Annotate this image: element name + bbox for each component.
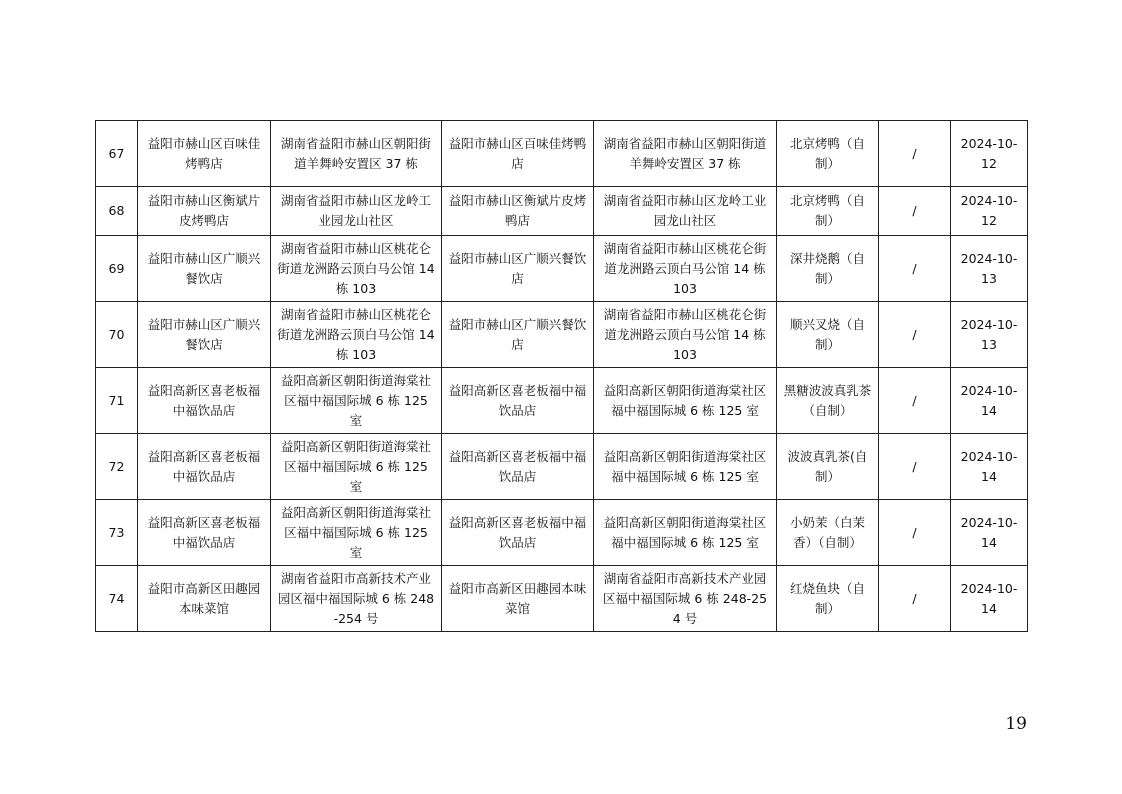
producer-address: 湖南省益阳市赫山区桃花仑街道龙洲路云顶白马公馆 14 栋 103 [594,302,777,368]
producer-name: 益阳市赫山区广顺兴餐饮店 [442,236,594,302]
producer-address: 益阳高新区朝阳街道海棠社区福中福国际城 6 栋 125 室 [594,368,777,434]
producer-address: 益阳高新区朝阳街道海棠社区福中福国际城 6 栋 125 室 [594,500,777,566]
food-name: 深井烧鹅（自制） [777,236,879,302]
producer-address: 湖南省益阳市高新技术产业园区福中福国际城 6 栋 248-254 号 [594,566,777,632]
row-number: 71 [96,368,138,434]
food-name: 红烧鱼块（自制） [777,566,879,632]
table-row [96,121,1028,187]
specification: / [879,566,951,632]
producer-name: 益阳市赫山区衡斌片皮烤鸭店 [442,187,594,236]
food-name: 波波真乳茶(自制） [777,434,879,500]
production-date: 2024-10-12 [951,187,1028,236]
producer-name: 益阳市高新区田趣园本味菜馆 [442,566,594,632]
producer-name: 益阳市赫山区广顺兴餐饮店 [442,302,594,368]
table-row [96,368,1028,434]
producer-address: 益阳高新区朝阳街道海棠社区福中福国际城 6 栋 125 室 [594,434,777,500]
operator-address: 益阳高新区朝阳街道海棠社区福中福国际城 6 栋 125 室 [271,434,442,500]
operator-name: 益阳市赫山区广顺兴餐饮店 [138,236,271,302]
specification: / [879,121,951,187]
production-date: 2024-10-14 [951,434,1028,500]
table-row [96,302,1028,368]
row-number: 69 [96,236,138,302]
food-name: 顺兴叉烧（自制） [777,302,879,368]
production-date: 2024-10-14 [951,500,1028,566]
table-row [96,566,1028,632]
page-number: 19 [1005,714,1027,734]
operator-name: 益阳高新区喜老板福中福饮品店 [138,434,271,500]
production-date: 2024-10-13 [951,302,1028,368]
table-row [96,187,1028,236]
production-date: 2024-10-14 [951,566,1028,632]
operator-name: 益阳市赫山区广顺兴餐饮店 [138,302,271,368]
operator-name: 益阳市赫山区衡斌片皮烤鸭店 [138,187,271,236]
specification: / [879,500,951,566]
table-row [96,500,1028,566]
operator-address: 益阳高新区朝阳街道海棠社区福中福国际城 6 栋 125 室 [271,500,442,566]
operator-address: 湖南省益阳市赫山区龙岭工业园龙山社区 [271,187,442,236]
specification: / [879,187,951,236]
specification: / [879,236,951,302]
operator-address: 湖南省益阳市赫山区桃花仑街道龙洲路云顶白马公馆 14 栋 103 [271,302,442,368]
food-name: 小奶茉（白茉香）（自制） [777,500,879,566]
specification: / [879,302,951,368]
food-name: 黑糖波波真乳茶（自制） [777,368,879,434]
operator-address: 益阳高新区朝阳街道海棠社区福中福国际城 6 栋 125 室 [271,368,442,434]
row-number: 68 [96,187,138,236]
producer-name: 益阳高新区喜老板福中福饮品店 [442,500,594,566]
operator-address: 湖南省益阳市赫山区桃花仑街道龙洲路云顶白马公馆 14 栋 103 [271,236,442,302]
operator-name: 益阳高新区喜老板福中福饮品店 [138,500,271,566]
specification: / [879,434,951,500]
row-number: 70 [96,302,138,368]
records-table [95,120,1028,632]
operator-address: 湖南省益阳市赫山区朝阳街道羊舞岭安置区 37 栋 [271,121,442,187]
operator-name: 益阳市高新区田趣园本味菜馆 [138,566,271,632]
producer-name: 益阳高新区喜老板福中福饮品店 [442,368,594,434]
operator-name: 益阳高新区喜老板福中福饮品店 [138,368,271,434]
producer-address: 湖南省益阳市赫山区桃花仑街道龙洲路云顶白马公馆 14 栋 103 [594,236,777,302]
table-row [96,236,1028,302]
producer-address: 湖南省益阳市赫山区朝阳街道羊舞岭安置区 37 栋 [594,121,777,187]
operator-name: 益阳市赫山区百味佳烤鸭店 [138,121,271,187]
row-number: 67 [96,121,138,187]
production-date: 2024-10-12 [951,121,1028,187]
production-date: 2024-10-14 [951,368,1028,434]
row-number: 74 [96,566,138,632]
records-table-body [96,121,1028,632]
operator-address: 湖南省益阳市高新技术产业园区福中福国际城 6 栋 248-254 号 [271,566,442,632]
producer-name: 益阳市赫山区百味佳烤鸭店 [442,121,594,187]
table-row [96,434,1028,500]
producer-address: 湖南省益阳市赫山区龙岭工业园龙山社区 [594,187,777,236]
specification: / [879,368,951,434]
food-name: 北京烤鸭（自制） [777,121,879,187]
food-name: 北京烤鸭（自制） [777,187,879,236]
production-date: 2024-10-13 [951,236,1028,302]
row-number: 73 [96,500,138,566]
producer-name: 益阳高新区喜老板福中福饮品店 [442,434,594,500]
row-number: 72 [96,434,138,500]
